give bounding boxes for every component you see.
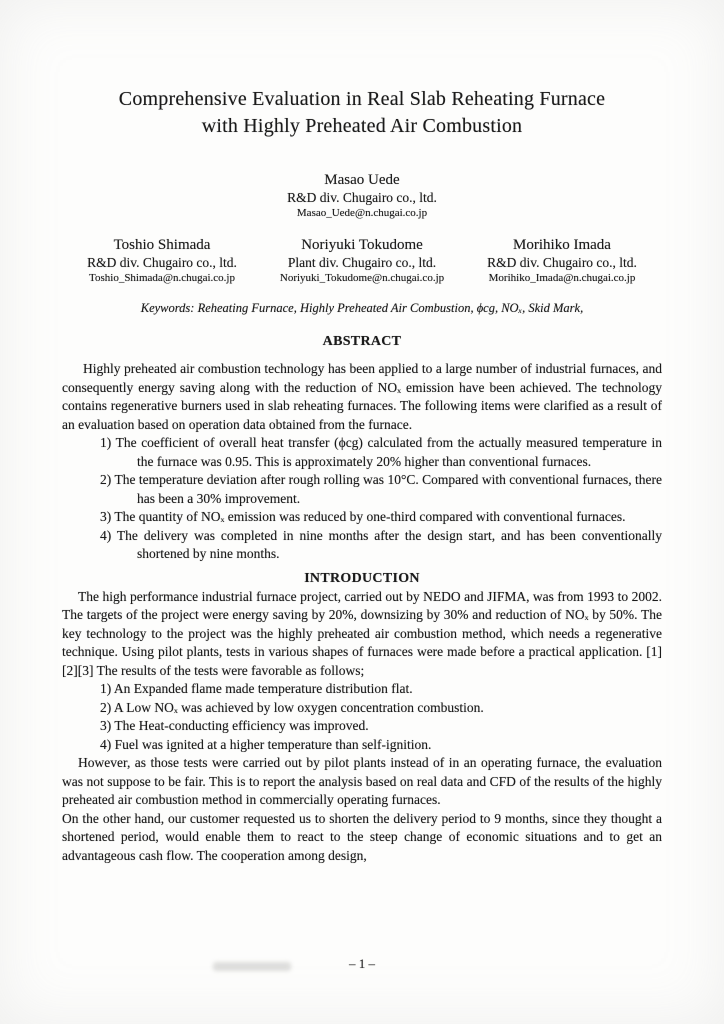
coauthor-email: Morihiko_Imada@n.chugai.co.jp [488, 272, 636, 284]
paper-title-line1: Comprehensive Evaluation in Real Slab Reheating Furnace [118, 88, 606, 110]
paper-title-line2: with Highly Preheated Air Combustion [201, 115, 523, 137]
coauthor-block-2 [262, 236, 462, 286]
coauthor-email: Noriyuki_Tokudome@n.chugai.co.jp [279, 272, 445, 284]
abstract-finding-item-3: 3) The quantity of NOₓ emission was reduced by one-third compared with conventional furnaces. [100, 509, 626, 524]
introduction-result-item-2: 2) A Low NOₓ was achieved by low oxygen concentration combustion. [100, 699, 484, 715]
coauthors-row [62, 236, 662, 286]
introduction-paragraph-2: However, as those tests were carried out by pilot plants instead of in an operating furnace, the evaluation was not suppose to be fair. This is to report the analysis based on real data and CFD of the results of the highly preheated air combustion method in commercially operating furnaces. [62, 755, 662, 807]
coauthor-block-3 [462, 236, 662, 286]
introduction-paragraph-3: On the other hand, our customer requested us to shorten the delivery period to 9 months, since they thought a shortened period, would enable them to react to the steep change of economic situations and to get an advantageous cash flow. The cooperation among design, [62, 810, 662, 863]
coauthor-email: Toshio_Shimada@n.chugai.co.jp [89, 272, 235, 284]
introduction-results-list [62, 680, 662, 754]
abstract-paragraph: Highly preheated air combustion technology has been applied to a large number of industrial furnaces, and consequently energy saving along with the reduction of NOₓ emission have been achieved. The technology contains regenerative burners used in slab reheating furnaces. The following items were clarified as a result of an evaluation based on operation data obtained from the furnace. [62, 361, 662, 432]
keywords-line: Keywords: Reheating Furnace, Highly Preheated Air Combustion, ϕcg, NOₓ, Skid Mark, [140, 301, 584, 315]
lead-author-email: Masao_Uede@n.chugai.co.jp [296, 207, 428, 219]
abstract-findings-list [62, 434, 662, 564]
coauthor-name: Noriyuki Tokudome [301, 237, 423, 253]
paper-title [62, 86, 662, 140]
introduction-paragraph-1: The high performance industrial furnace project, carried out by NEDO and JIFMA, was from 1993 to 2002. The targets of the project were energy saving by 20%, downsizing by 30% and reduction of NOₓ by 50%. The key technology to the project was the highly preheated air combustion method, which needs a regenerative technique. Using pilot plants, tests in various shapes of furnaces were made before a practical application. [1][2][3] The results of the tests were favorable as follows; [62, 588, 662, 678]
lead-author-affiliation: R&D div. Chugairo co., ltd. [287, 190, 437, 205]
coauthor-affiliation: R&D div. Chugairo co., ltd. [87, 255, 237, 270]
lead-author-name: Masao Uede [324, 172, 400, 188]
introduction-result-item-1: 1) An Expanded flame made temperature distribution flat. [100, 681, 413, 696]
abstract-finding-item-2: 2) The temperature deviation after rough rolling was 10°C. Compared with conventional furnaces, there has been a 30% improvement. [100, 472, 662, 506]
abstract-heading: ABSTRACT [322, 334, 402, 349]
coauthor-affiliation: Plant div. Chugairo co., ltd. [287, 255, 437, 270]
coauthor-name: Morihiko Imada [513, 237, 611, 253]
lead-author-block [62, 171, 662, 221]
introduction-result-item-4: 4) Fuel was ignited at a higher temperature than self-ignition. [100, 736, 432, 752]
introduction-heading: INTRODUCTION [304, 570, 420, 586]
abstract-finding-item-4: 4) The delivery was completed in nine months after the design start, and has been conventionally shortened by nine months. [100, 527, 662, 561]
coauthor-affiliation: R&D div. Chugairo co., ltd. [487, 255, 637, 270]
introduction-result-item-3: 3) The Heat-conducting efficiency was improved. [100, 718, 369, 733]
coauthor-block-1 [62, 236, 262, 286]
abstract-finding-item-1: 1) The coefficient of overall heat transfer (ϕcg) calculated from the actually measured temperature in the furnace was 0.95. This is approximately 20% higher than conventional furnaces. [100, 435, 662, 469]
coauthor-name: Toshio Shimada [113, 237, 211, 253]
page-number: – 1 – [349, 956, 375, 971]
